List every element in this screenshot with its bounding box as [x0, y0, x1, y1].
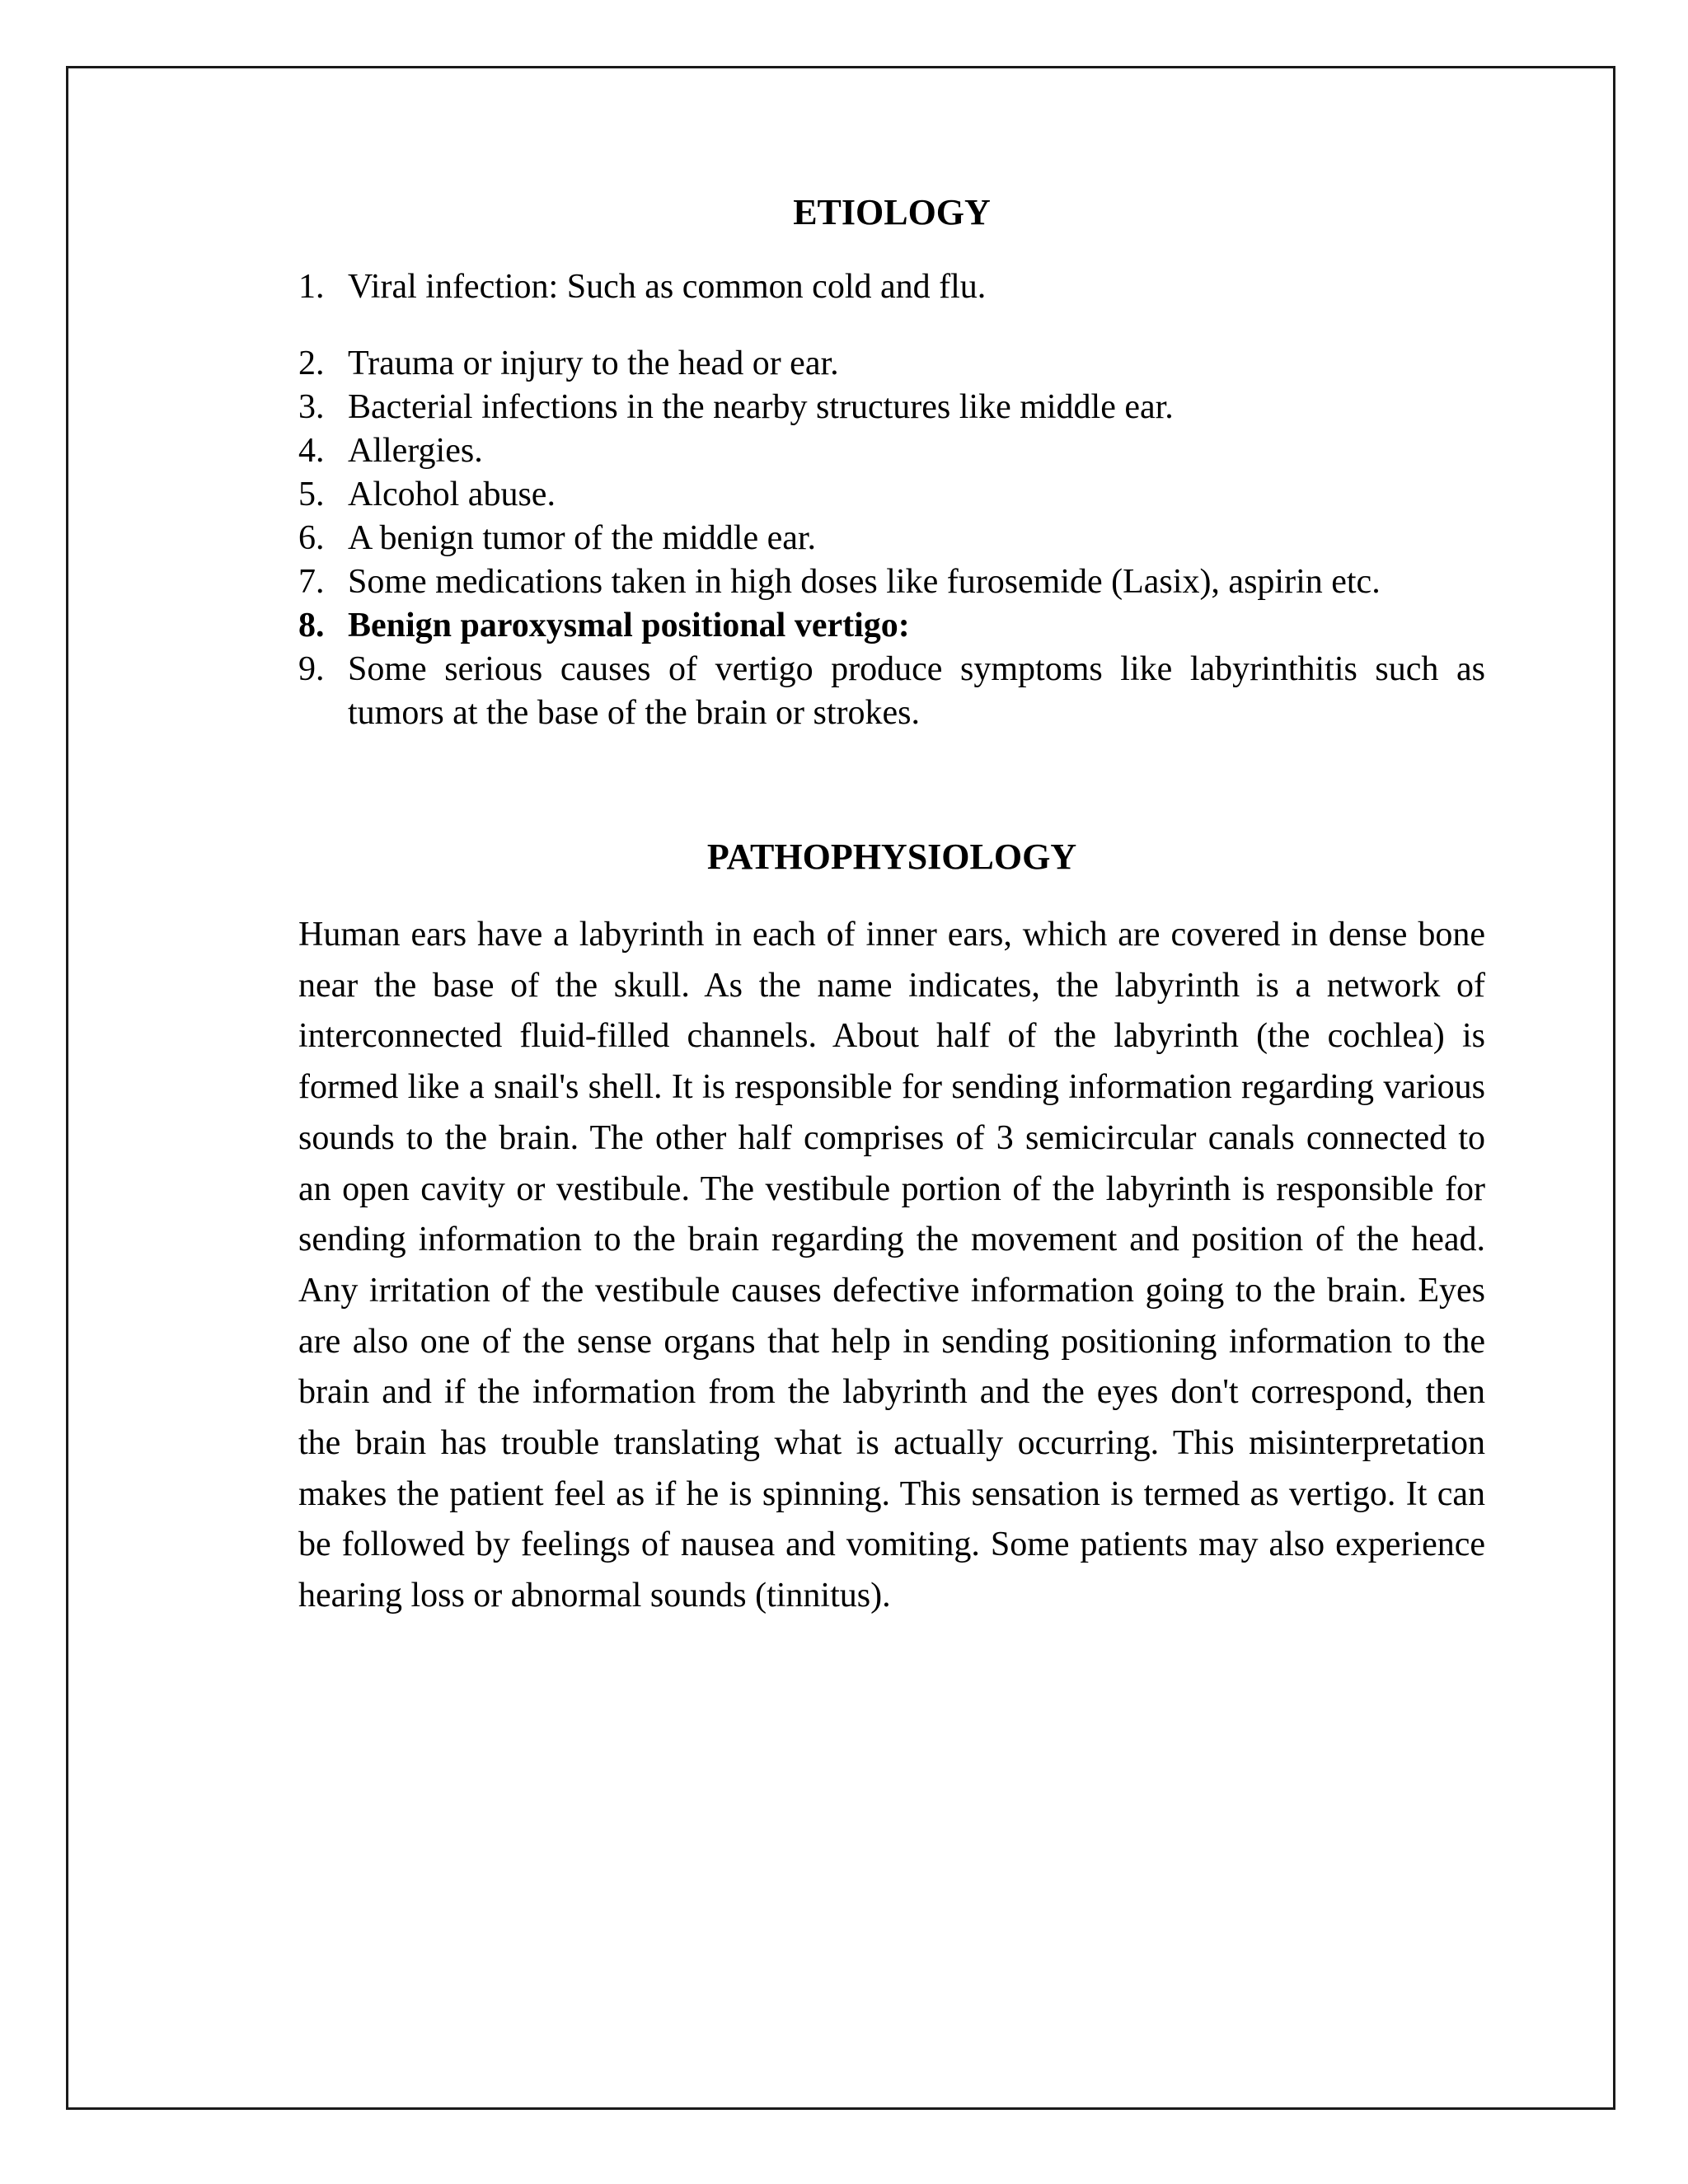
list-item-text: Bacterial infections in the nearby structures like middle ear. — [348, 388, 1174, 426]
list-item-text: Some serious causes of vertigo produce symptoms like labyrinthitis such as tumors at the base of the brain or strokes. — [348, 650, 1485, 732]
list-item — [298, 342, 1485, 386]
list-item-number: 7. — [298, 563, 325, 601]
pathophysiology-heading: PATHOPHYSIOLOGY — [706, 837, 1077, 877]
document-body — [298, 188, 1485, 1622]
list-item-text: Some medications taken in high doses like furosemide (Lasix), aspirin etc. — [348, 563, 1381, 601]
list-item-text: Trauma or injury to the head or ear. — [348, 344, 839, 382]
list-item-text: A benign tumor of the middle ear. — [348, 519, 817, 557]
list-item-number: 1. — [298, 268, 325, 306]
list-item-text: Allergies. — [348, 432, 483, 470]
etiology-list — [298, 265, 1485, 735]
list-item — [298, 560, 1485, 604]
list-item — [298, 386, 1485, 429]
list-item — [298, 604, 1485, 648]
list-item-number: 5. — [298, 476, 325, 513]
list-item — [298, 429, 1485, 473]
list-item — [298, 473, 1485, 517]
list-item-text: Viral infection: Such as common cold and flu. — [348, 268, 987, 306]
list-item-number: 6. — [298, 519, 325, 557]
list-item-number: 8. — [298, 607, 325, 644]
list-item — [298, 517, 1485, 560]
list-item-text: Alcohol abuse. — [348, 476, 556, 513]
list-item-number: 9. — [298, 650, 325, 688]
list-item-number: 3. — [298, 388, 325, 426]
list-item — [298, 648, 1485, 735]
pathophysiology-paragraph: Human ears have a labyrinth in each of inner ears, which are covered in dense bone near the base of the skull. As the name indicates, the labyrinth is a network of interconnected fluid-filled channels. About half of the labyrinth (the cochlea) is formed like a snail's shell. It is responsible for sending information regarding various sounds to the brain. The other half comprises of 3 semicircular canals connected to an open cavity or vestibule. The vestibule portion of the labyrinth is responsible for sending information to the brain regarding the movement and position of the head. Any irritation of the vestibule causes defective information going to the brain. Eyes are also one of the sense organs that help in sending positioning information to the brain and if the information from the labyrinth and the eyes don't correspond, then the brain has trouble translating what is actually occurring. This misinterpretation makes the patient feel as if he is spinning. This sensation is termed as vertigo. It can be followed by feelings of nausea and vomiting. Some patients may also experience hearing loss or abnormal sounds (tinnitus). — [298, 916, 1485, 1615]
list-item-number: 2. — [298, 344, 325, 382]
list-item — [298, 265, 1485, 309]
list-item-text: Benign paroxysmal positional vertigo: — [348, 607, 910, 644]
list-item-number: 4. — [298, 432, 325, 470]
etiology-heading: ETIOLOGY — [793, 192, 991, 232]
